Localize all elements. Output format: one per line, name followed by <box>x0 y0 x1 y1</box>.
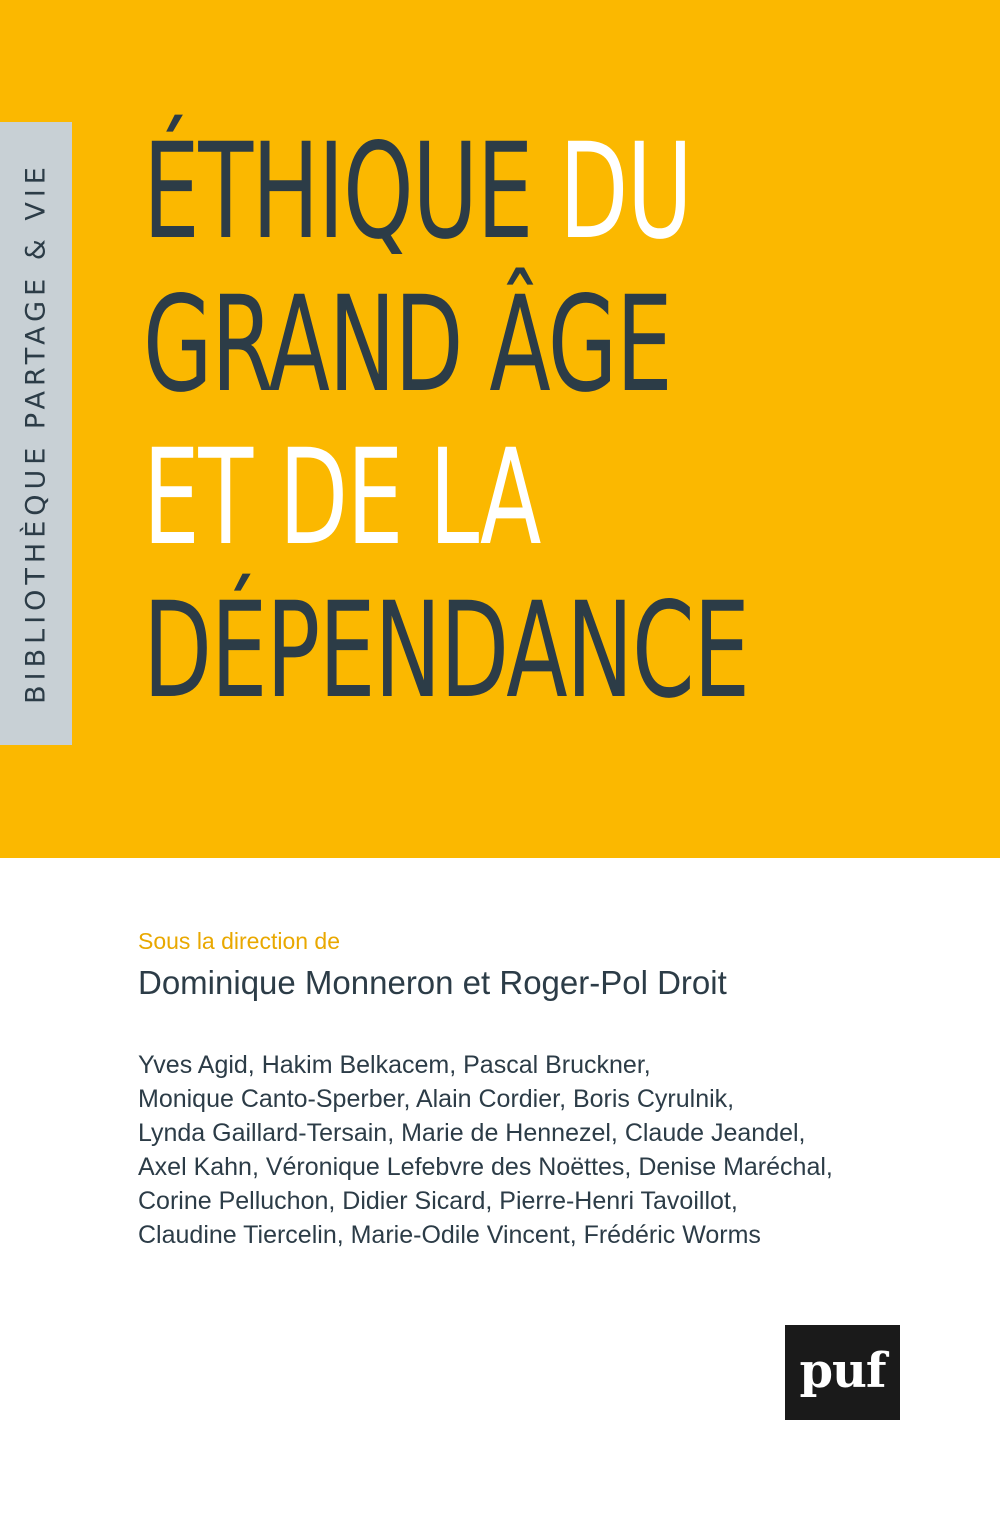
contributors-list <box>138 1048 833 1252</box>
title-word-du: DU <box>532 115 692 269</box>
series-name: BIBLIOTHÈQUE PARTAGE & VIE <box>20 162 52 704</box>
direction-label: Sous la direction de <box>138 928 341 954</box>
contributors-line: Axel Kahn, Véronique Lefebvre des Noëttes, Denise Maréchal, <box>138 1153 833 1181</box>
title-word-ethique: ÉTHIQUE <box>143 115 533 269</box>
book-title <box>143 116 1000 728</box>
title-line-3: ET DE LA <box>143 421 541 575</box>
contributors-line: Yves Agid, Hakim Belkacem, Pascal Bruckner, <box>138 1051 651 1079</box>
publisher-logo <box>785 1325 900 1420</box>
title-line-4: DÉPENDANCE <box>143 574 749 728</box>
title-line-1 <box>143 116 749 269</box>
contributors-line: Lynda Gaillard-Tersain, Marie de Hennezel, Claude Jeandel, <box>138 1119 806 1147</box>
contributors-line: Monique Canto-Sperber, Alain Cordier, Boris Cyrulnik, <box>138 1085 735 1113</box>
publisher-logo-text: puf <box>799 1342 886 1399</box>
editors-names: Dominique Monneron et Roger-Pol Droit <box>138 964 727 1001</box>
contributors-line: Claudine Tiercelin, Marie-Odile Vincent, Frédéric Worms <box>138 1221 761 1249</box>
contributors-line: Corine Pelluchon, Didier Sicard, Pierre-Henri Tavoillot, <box>138 1187 738 1215</box>
title-line-2: GRAND ÂGE <box>143 268 672 422</box>
